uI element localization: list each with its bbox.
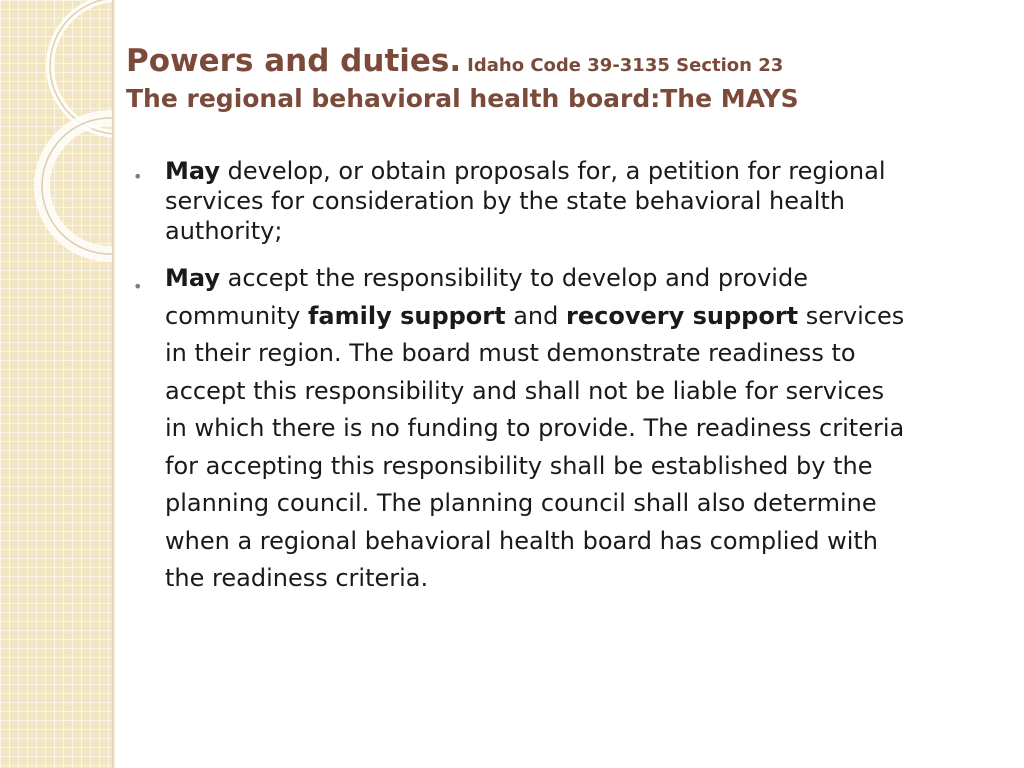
bullet-2-lead: May — [165, 264, 220, 292]
band-edge-divider — [112, 0, 115, 768]
title-line-2: The regional behavioral health board:The MAYS — [126, 83, 799, 113]
slide-title — [126, 44, 986, 114]
decorative-side-band — [0, 0, 112, 768]
bullet-1-text: develop, or obtain proposals for, a petition for regional services for consideration by the state behavioral health authority; — [165, 157, 886, 245]
bullet-item-1 — [130, 156, 910, 246]
bullet-item-2 — [130, 260, 910, 598]
bullet-1-lead: May — [165, 157, 220, 185]
bullet-mark: • — [133, 277, 143, 296]
bullet-2-text-3: services in their region. The board must demonstrate readiness to accept this responsibility and shall not be liable for services in which there is no funding to provide. The readiness criteria for accepting this responsibility shall be established by the planning council. The planning council shall also determine when a regional behavioral health board has complied with the readiness criteria. — [165, 301, 905, 592]
title-subtitle: Idaho Code 39-3135 Section 23 — [467, 55, 784, 76]
title-line-1 — [126, 44, 986, 80]
bullet-mark: • — [133, 167, 143, 186]
bullet-2-bold-recovery-support: recovery support — [566, 301, 799, 330]
bullet-2-text-1: accept the responsibility to develop and provide community — [165, 264, 808, 330]
bullet-2-bold-family-support: family support — [307, 301, 506, 330]
decorative-rings-icon — [0, 0, 112, 300]
title-main: Powers and duties. — [126, 43, 462, 79]
bullet-list — [130, 156, 910, 598]
bullet-2-text-2: and — [505, 301, 567, 330]
